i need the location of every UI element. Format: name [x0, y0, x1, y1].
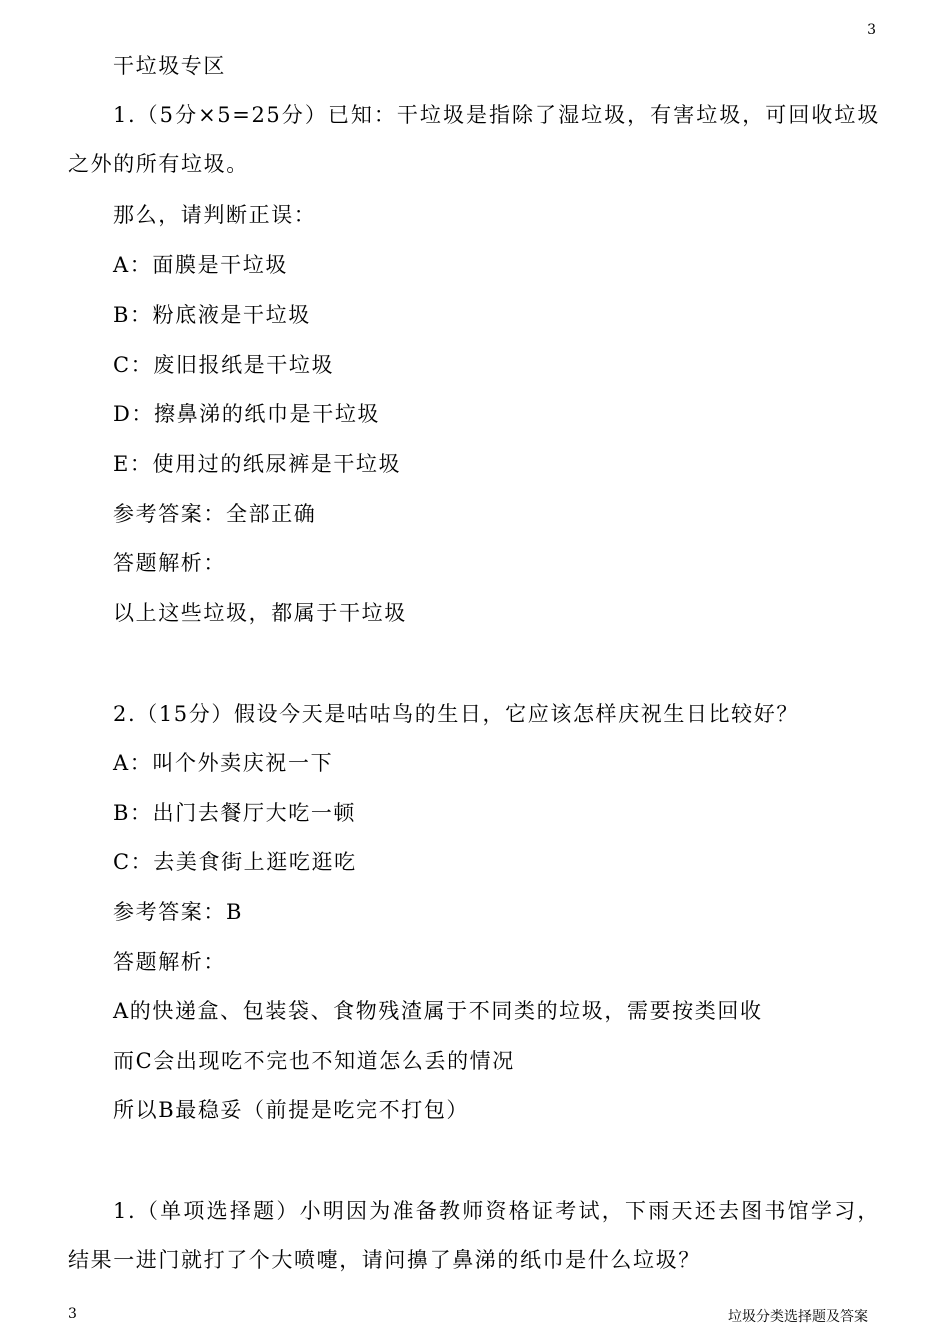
header-page-number: 3 [867, 22, 876, 38]
footer-page-number: 3 [68, 1306, 77, 1322]
q1-stem: 1.（5分×5=25分）已知：干垃圾是指除了湿垃圾，有害垃圾，可回收垃圾之外的所有垃圾。 [68, 103, 880, 176]
q1-analysis-line: 以上这些垃圾，都属于干垃圾 [113, 601, 407, 625]
q2-stem: 2.（15分）假设今天是咕咕鸟的生日，它应该怎样庆祝生日比较好？ [113, 702, 799, 726]
q1-option-b: B：粉底液是干垃圾 [113, 303, 311, 327]
q2-answer: 参考答案：B [113, 900, 244, 924]
q2-option-a: A：叫个外卖庆祝一下 [113, 751, 334, 775]
q1-option-d: D：擦鼻涕的纸巾是干垃圾 [113, 402, 381, 426]
q1-prompt: 那么，请判断正误： [113, 203, 317, 227]
q1-option-a: A：面膜是干垃圾 [113, 253, 288, 277]
q1-option-e: E：使用过的纸尿裤是干垃圾 [113, 452, 402, 476]
footer-title: 垃圾分类选择题及答案 [728, 1309, 868, 1325]
q2-analysis-line-2: 而C会出现吃不完也不知道怎么丢的情况 [113, 1049, 515, 1073]
q2-analysis-line-3: 所以B最稳妥（前提是吃完不打包） [113, 1098, 470, 1122]
q2-option-c: C：去美食街上逛吃逛吃 [113, 850, 357, 874]
q1-option-c: C：废旧报纸是干垃圾 [113, 353, 335, 377]
q3-stem: 1.（单项选择题）小明因为准备教师资格证考试，下雨天还去图书馆学习，结果一进门就打了个大喷嚏，请问擤了鼻涕的纸巾是什么垃圾？ [68, 1199, 880, 1272]
q2-option-b: B：出门去餐厅大吃一顿 [113, 801, 357, 825]
section-title: 干垃圾专区 [113, 54, 226, 78]
q1-analysis-label: 答题解析： [113, 551, 226, 575]
q2-analysis-line-1: A的快递盒、包装袋、食物残渣属于不同类的垃圾，需要按类回收 [113, 999, 763, 1023]
q1-answer: 参考答案：全部正确 [113, 502, 317, 526]
q2-analysis-label: 答题解析： [113, 950, 226, 974]
